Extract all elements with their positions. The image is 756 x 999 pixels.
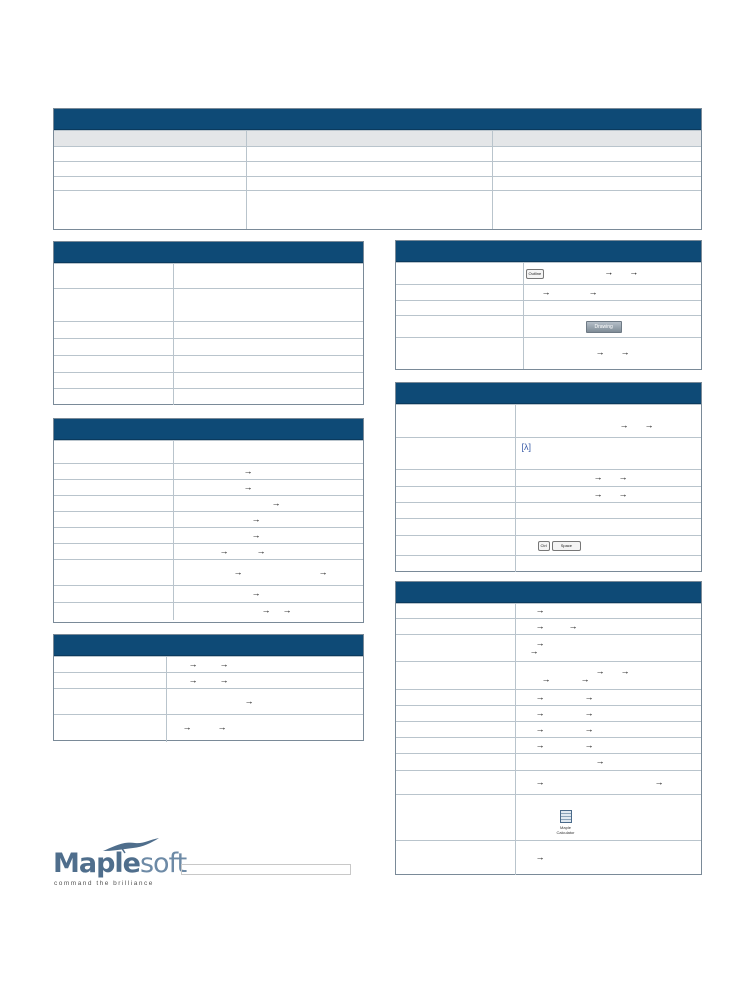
arrow-icon: → — [271, 497, 281, 508]
table-cell — [173, 356, 363, 373]
arrow-icon: → — [535, 605, 545, 615]
table-cell — [173, 586, 363, 603]
table-cell — [54, 715, 166, 742]
table-cell — [173, 528, 363, 544]
arrow-icon: → — [618, 488, 628, 499]
arrow-icon: → — [318, 566, 328, 577]
panel-header — [396, 582, 701, 603]
table-cell — [396, 722, 515, 738]
table-cell — [54, 373, 173, 389]
table-cell — [523, 338, 701, 369]
left-panel-3 — [53, 634, 364, 741]
table-cell — [54, 603, 173, 620]
logo-name-light: soft — [139, 848, 187, 879]
table-cell — [54, 162, 246, 177]
table-cell — [515, 536, 701, 556]
panel-table — [54, 656, 363, 742]
panel-header — [54, 242, 363, 263]
table-cell — [515, 795, 701, 841]
arrow-icon: → — [256, 545, 266, 556]
table-cell — [523, 285, 701, 301]
table-cell — [515, 503, 701, 519]
table-cell — [492, 191, 701, 229]
arrow-icon: → — [535, 851, 545, 862]
table-cell — [246, 191, 492, 229]
top-table-header — [54, 109, 701, 130]
left-panel-2 — [53, 418, 364, 623]
table-cell — [166, 673, 363, 689]
arrow-icon: → — [595, 756, 605, 766]
arrow-icon: → — [535, 776, 545, 787]
arrow-icon: → — [541, 673, 551, 684]
table-cell — [396, 503, 515, 519]
table-cell — [396, 556, 515, 572]
table-cell — [173, 480, 363, 496]
arrow-icon: → — [182, 722, 192, 733]
table-cell — [396, 263, 523, 285]
table-cell — [396, 841, 515, 875]
arrow-icon: → — [535, 723, 545, 734]
arrow-icon: → — [541, 286, 551, 297]
arrow-icon: → — [629, 267, 639, 278]
table-cell — [54, 322, 173, 339]
table-cell — [173, 544, 363, 560]
panel-table — [396, 603, 701, 875]
table-cell — [54, 480, 173, 496]
arrow-icon: → — [219, 658, 229, 669]
arrow-icon: → — [251, 529, 261, 540]
arrow-icon: → — [588, 286, 598, 297]
arrow-icon: → — [243, 465, 253, 476]
table-cell — [246, 177, 492, 191]
table-cell — [173, 464, 363, 480]
table-cell — [166, 715, 363, 742]
table-cell — [396, 487, 515, 503]
table-cell — [396, 619, 515, 635]
table-cell — [396, 405, 515, 438]
table-cell — [396, 635, 515, 662]
arrow-icon: → — [535, 691, 545, 702]
table-cell — [515, 556, 701, 572]
table-cell — [396, 285, 523, 301]
table-cell — [515, 519, 701, 536]
table-cell — [54, 356, 173, 373]
table-cell — [54, 528, 173, 544]
arrow-icon: → — [244, 695, 254, 706]
table-cell — [515, 662, 701, 690]
arrow-icon: → — [535, 707, 545, 718]
table-cell — [515, 438, 701, 470]
table-cell — [173, 322, 363, 339]
table-cell — [166, 657, 363, 673]
table-cell — [492, 177, 701, 191]
table-cell — [173, 264, 363, 289]
table-cell — [173, 389, 363, 405]
arrow-icon: → — [619, 420, 629, 430]
table-cell — [246, 131, 492, 147]
arrow-icon: → — [535, 739, 545, 750]
table-cell — [54, 560, 173, 586]
arrow-icon: → — [188, 674, 198, 685]
arrow-icon: → — [604, 267, 614, 278]
table-cell — [54, 586, 173, 603]
arrow-icon: → — [584, 707, 594, 718]
table-cell — [515, 771, 701, 795]
table-cell — [54, 289, 173, 322]
space-key-icon: Space — [552, 541, 581, 551]
arrow-icon: → — [243, 481, 253, 492]
table-cell — [173, 441, 363, 464]
arrow-icon: → — [595, 665, 605, 676]
table-cell — [515, 405, 701, 438]
arrow-icon: → — [584, 739, 594, 750]
panel-table — [396, 262, 701, 369]
top-table-panel — [53, 108, 702, 230]
arrow-icon: → — [219, 545, 229, 556]
table-cell — [54, 464, 173, 480]
arrow-icon: → — [580, 673, 590, 684]
table-cell — [523, 263, 701, 285]
table-cell — [523, 316, 701, 338]
lambda-key-icon: [λ] — [521, 442, 532, 452]
arrow-icon: → — [219, 674, 229, 685]
footer-box — [181, 864, 351, 875]
logo-tagline: command the brilliance — [54, 880, 154, 887]
table-cell — [173, 496, 363, 512]
table-cell — [396, 519, 515, 536]
arrow-icon: → — [529, 646, 539, 656]
panel-header — [396, 241, 701, 262]
table-cell — [54, 496, 173, 512]
table-cell — [54, 441, 173, 464]
arrow-icon: → — [644, 420, 654, 430]
table-cell — [515, 470, 701, 487]
table-cell — [515, 635, 701, 662]
table-cell — [54, 177, 246, 191]
table-cell — [396, 438, 515, 470]
arrow-icon: → — [251, 588, 261, 598]
arrow-icon: → — [620, 347, 630, 358]
table-cell — [515, 738, 701, 754]
table-cell — [173, 339, 363, 356]
table-cell — [166, 689, 363, 715]
ctrl-key-icon: Ctrl — [538, 541, 550, 551]
panel-table — [396, 404, 701, 572]
calculator-label: Maple Calculator — [556, 825, 575, 835]
table-cell — [396, 738, 515, 754]
table-cell — [396, 338, 523, 369]
left-panel-1 — [53, 241, 364, 405]
arrow-icon: → — [282, 605, 292, 616]
table-cell — [246, 147, 492, 162]
arrow-icon: → — [595, 347, 605, 358]
table-cell — [515, 706, 701, 722]
table-cell — [492, 162, 701, 177]
table-cell — [515, 722, 701, 738]
table-cell — [396, 604, 515, 619]
right-panel-1 — [395, 240, 702, 370]
table-cell — [515, 604, 701, 619]
table-cell — [396, 754, 515, 771]
table-cell — [54, 131, 246, 147]
panel-header — [54, 635, 363, 656]
table-cell — [396, 662, 515, 690]
table-cell — [515, 690, 701, 706]
table-cell — [54, 657, 166, 673]
table-cell — [396, 706, 515, 722]
drawing-button[interactable]: Drawing — [586, 321, 622, 333]
table-cell — [54, 512, 173, 528]
arrow-icon: → — [251, 513, 261, 524]
table-cell — [515, 487, 701, 503]
table-cell — [54, 339, 173, 356]
top-table — [54, 130, 701, 229]
table-cell — [54, 191, 246, 229]
table-cell — [396, 316, 523, 338]
table-cell — [396, 470, 515, 487]
arrow-icon: → — [584, 691, 594, 702]
logo-name-bold: Maple — [53, 848, 140, 879]
arrow-icon: → — [620, 665, 630, 676]
arrow-icon: → — [535, 620, 545, 631]
arrow-icon: → — [593, 472, 603, 482]
table-cell — [246, 162, 492, 177]
arrow-icon: → — [535, 638, 545, 648]
table-cell — [173, 560, 363, 586]
table-cell — [396, 690, 515, 706]
arrow-icon: → — [618, 472, 628, 482]
table-cell — [173, 603, 363, 620]
logo-wordmark — [53, 848, 186, 879]
table-cell — [515, 754, 701, 771]
arrow-icon: → — [654, 776, 664, 787]
table-cell — [396, 795, 515, 841]
table-cell — [54, 389, 173, 405]
panel-header — [54, 419, 363, 440]
table-cell — [173, 289, 363, 322]
table-cell — [492, 147, 701, 162]
table-cell — [396, 301, 523, 316]
arrow-icon: → — [568, 620, 578, 631]
arrow-icon: → — [217, 722, 227, 733]
table-cell — [54, 673, 166, 689]
table-cell — [54, 147, 246, 162]
arrow-icon: → — [584, 723, 594, 734]
table-cell — [396, 771, 515, 795]
calculator-icon[interactable] — [560, 810, 572, 823]
table-cell — [173, 512, 363, 528]
table-cell — [492, 131, 701, 147]
panel-table — [54, 263, 363, 405]
panel-header — [396, 383, 701, 404]
arrow-icon: → — [593, 488, 603, 499]
outline-key-icon: Outline — [526, 269, 545, 279]
panel-table — [54, 440, 363, 620]
table-cell — [54, 689, 166, 715]
right-panel-2 — [395, 382, 702, 572]
arrow-icon: → — [233, 566, 243, 577]
right-panel-3 — [395, 581, 702, 875]
table-cell — [515, 619, 701, 635]
table-cell — [54, 264, 173, 289]
table-cell — [523, 301, 701, 316]
arrow-icon: → — [188, 658, 198, 669]
table-cell — [396, 536, 515, 556]
table-cell — [515, 841, 701, 875]
maplesoft-logo — [53, 837, 187, 889]
table-cell — [173, 373, 363, 389]
table-cell — [54, 544, 173, 560]
arrow-icon: → — [261, 605, 271, 616]
